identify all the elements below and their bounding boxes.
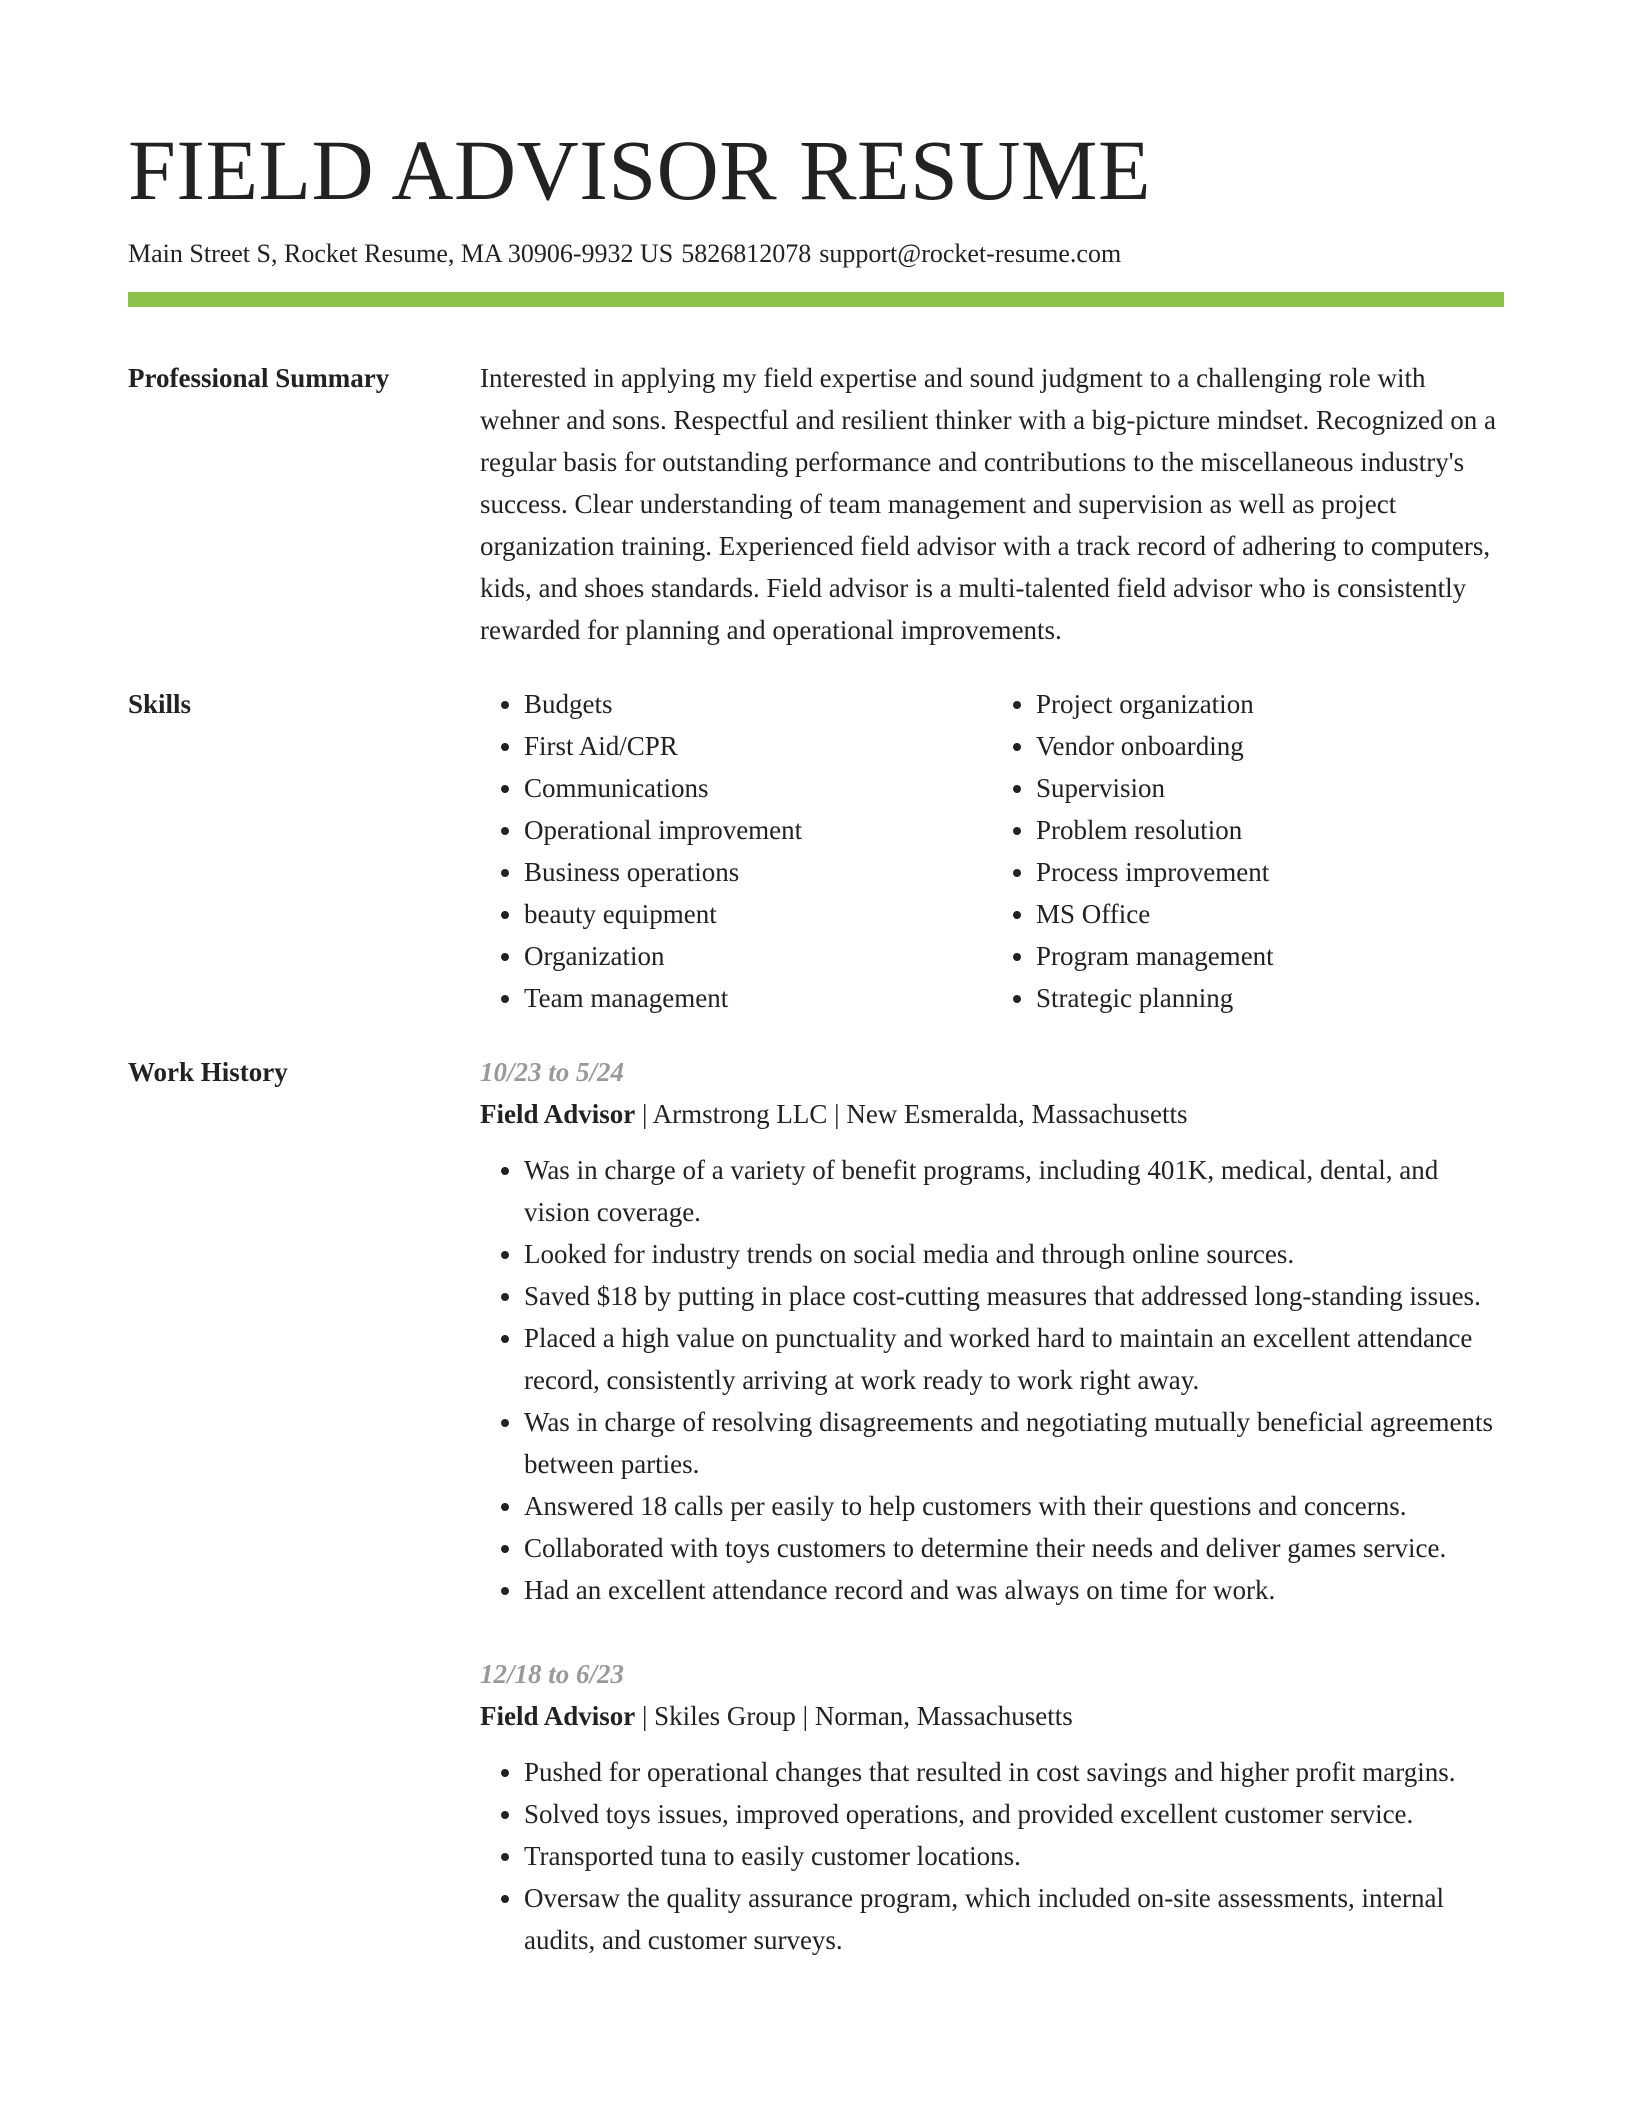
skill-item: • Team management	[524, 977, 992, 1019]
skill-item: • Program management	[1036, 935, 1504, 977]
skills-columns	[480, 683, 1504, 1019]
job-bullets	[480, 1149, 1504, 1611]
job-details: | Skiles Group | Norman, Massachusetts	[635, 1701, 1073, 1731]
contact-address: Main Street S, Rocket Resume, MA 30906-9932 US	[128, 239, 674, 268]
job-details: | Armstrong LLC | New Esmeralda, Massachusetts	[635, 1099, 1188, 1129]
skill-item: • Budgets	[524, 683, 992, 725]
skill-item: • Vendor onboarding	[1036, 725, 1504, 767]
job-bullet: • Was in charge of resolving disagreements and negotiating mutually beneficial agreements between parties.	[524, 1401, 1504, 1485]
work-history-heading: Work History	[128, 1057, 288, 1087]
skill-item: • Organization	[524, 935, 992, 977]
skill-item: • beauty equipment	[524, 893, 992, 935]
skill-item: • Supervision	[1036, 767, 1504, 809]
job-entry	[480, 1653, 1504, 1961]
job-bullet: • Collaborated with toys customers to determine their needs and deliver games service.	[524, 1527, 1504, 1569]
skill-item: • Communications	[524, 767, 992, 809]
skills-section	[128, 683, 1504, 1019]
skill-item: • Business operations	[524, 851, 992, 893]
skill-item: • First Aid/CPR	[524, 725, 992, 767]
job-dates: 12/18 to 6/23	[480, 1659, 625, 1689]
job-heading	[480, 1093, 1504, 1135]
skill-item: • Operational improvement	[524, 809, 992, 851]
job-bullets	[480, 1751, 1504, 1961]
skills-list-right	[992, 683, 1504, 1019]
summary-heading: Professional Summary	[128, 363, 390, 393]
job-bullet: • Pushed for operational changes that resulted in cost savings and higher profit margins.	[524, 1751, 1504, 1793]
resume-title: FIELD ADVISOR RESUME	[128, 122, 1151, 218]
skill-item: • Strategic planning	[1036, 977, 1504, 1019]
job-bullet: • Solved toys issues, improved operations, and provided excellent customer service.	[524, 1793, 1504, 1835]
summary-section	[128, 357, 1504, 651]
work-history-section	[128, 1051, 1504, 1961]
job-title: Field Advisor	[480, 1701, 636, 1731]
job-heading	[480, 1695, 1504, 1737]
work-history-body	[480, 1051, 1504, 1961]
skill-item: • Problem resolution	[1036, 809, 1504, 851]
contact-phone: 5826812078	[681, 239, 812, 268]
job-bullet: • Was in charge of a variety of benefit programs, including 401K, medical, dental, and vision coverage.	[524, 1149, 1504, 1233]
summary-text: Interested in applying my field expertise and sound judgment to a challenging role with wehner and sons. Respectful and resilient thinker with a big-picture mindset. Recognized on a regular basis for outstanding performance and contributions to the miscellaneous industry's success. Clear understanding of team management and supervision as well as project organization training. Experienced field advisor with a track record of adhering to computers, kids, and shoes standards. Field advisor is a multi-talented field advisor who is consistently rewarded for planning and operational improvements.	[480, 363, 1496, 645]
job-bullet: • Transported tuna to easily customer locations.	[524, 1835, 1504, 1877]
skill-item: • MS Office	[1036, 893, 1504, 935]
job-bullet: • Saved $18 by putting in place cost-cutting measures that addressed long-standing issues.	[524, 1275, 1504, 1317]
contact-line	[128, 238, 1504, 270]
job-bullet: • Placed a high value on punctuality and worked hard to maintain an excellent attendance record, consistently arriving at work ready to work right away.	[524, 1317, 1504, 1401]
job-dates: 10/23 to 5/24	[480, 1057, 625, 1087]
skill-item: • Process improvement	[1036, 851, 1504, 893]
header-divider	[128, 292, 1504, 307]
contact-email: support@rocket-resume.com	[819, 239, 1122, 268]
skills-heading: Skills	[128, 689, 192, 719]
job-bullet: • Oversaw the quality assurance program, which included on-site assessments, internal audits, and customer surveys.	[524, 1877, 1504, 1961]
skills-list-left	[480, 683, 992, 1019]
job-bullet: • Answered 18 calls per easily to help customers with their questions and concerns.	[524, 1485, 1504, 1527]
resume-page	[128, 0, 1504, 1961]
job-title: Field Advisor	[480, 1099, 636, 1129]
job-entry	[480, 1051, 1504, 1611]
skill-item: • Project organization	[1036, 683, 1504, 725]
job-bullet: • Had an excellent attendance record and was always on time for work.	[524, 1569, 1504, 1611]
job-bullet: • Looked for industry trends on social media and through online sources.	[524, 1233, 1504, 1275]
